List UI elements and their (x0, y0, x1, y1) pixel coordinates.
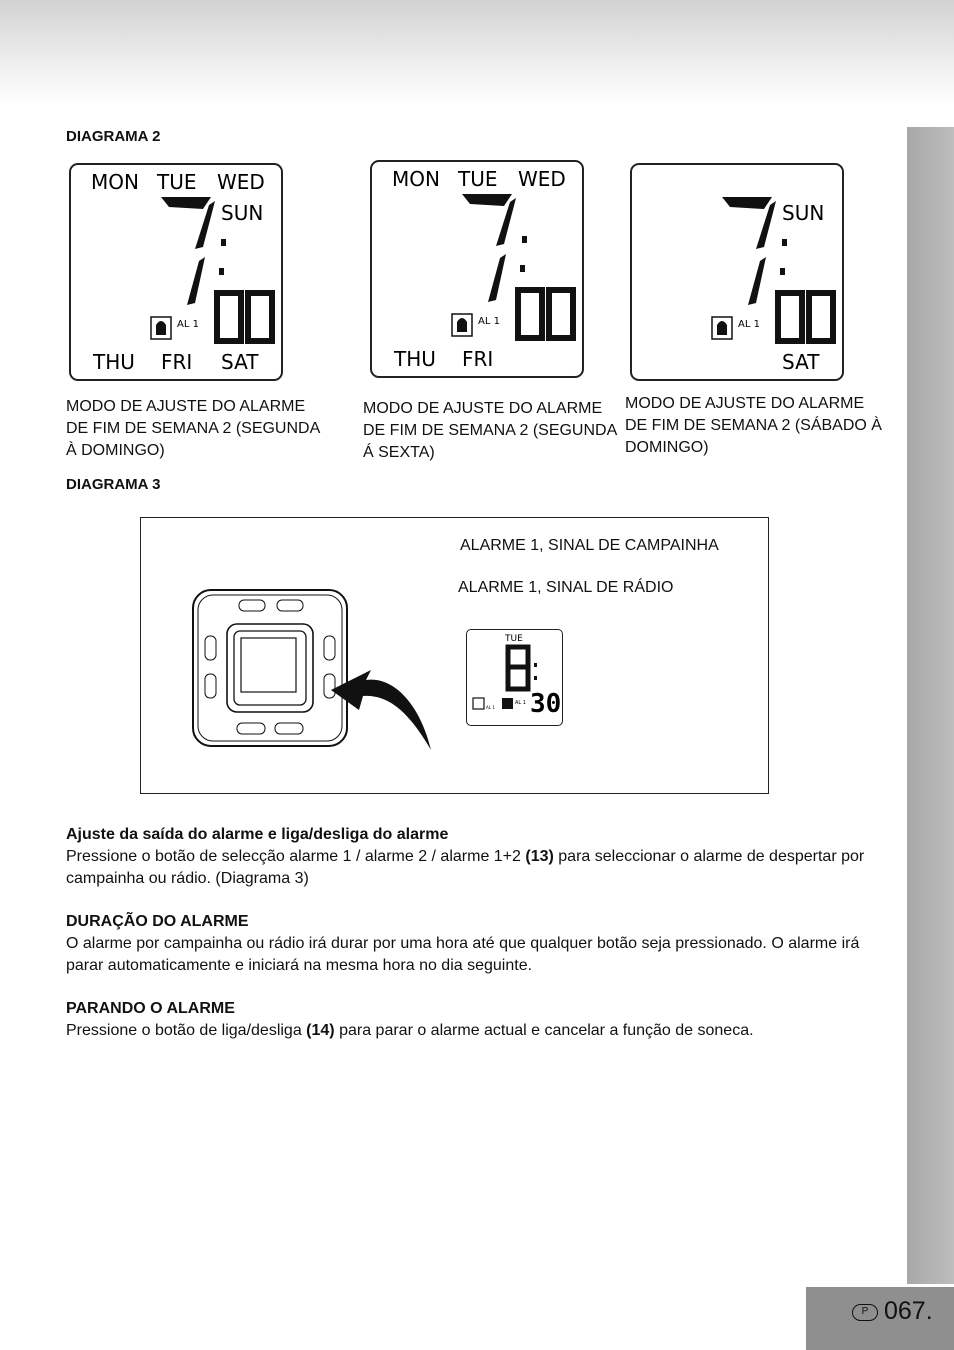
radio-alarm-lcd (466, 629, 563, 726)
button-al-2 (239, 600, 265, 611)
diagram3-frame (140, 517, 769, 794)
section-alarm-output (66, 824, 886, 890)
panel2-hour-digit (462, 194, 516, 302)
panel2-alarm-label: AL 1 (478, 316, 500, 327)
button-al-1 (277, 600, 303, 611)
section-alarm-output-text-1: Pressione o botão de selecção alarme 1 / alarme 2 / alarme 1+2 (66, 848, 526, 865)
button-right-bottom (324, 674, 335, 698)
bell-icon (151, 317, 171, 339)
side-tab-band (907, 127, 954, 1284)
section-alarm-duration-title: DURAÇÃO DO ALARME (66, 913, 249, 930)
radio-icon (473, 698, 484, 709)
section-stop-alarm-title: PARANDO O ALARME (66, 1000, 235, 1017)
section-alarm-output-text-2: para seleccionar o alarme de despertar por campainha ou rádio. (Diagrama 3) (66, 848, 865, 887)
panel1-day-mon: MON (91, 170, 139, 194)
panel2-day-tue: TUE (458, 167, 498, 191)
button-left-top (205, 636, 216, 660)
panel3-minutes-text: 00 (632, 165, 634, 166)
lcd-panel-3 (630, 163, 844, 381)
button-right-top (324, 636, 335, 660)
language-badge: P (852, 1304, 878, 1321)
panel1-minutes (217, 293, 272, 341)
diagram3-heading: DIAGRAMA 3 (66, 476, 161, 493)
lcd3-alarm-label-2: AL 1 (515, 700, 526, 706)
panel3-day-sun: SUN (782, 201, 825, 225)
bell-icon (502, 698, 513, 709)
section-stop-alarm-text-1: Pressione o botão de liga/desliga (66, 1022, 307, 1039)
panel1-hour-digit (161, 197, 215, 305)
panel2-day-mon: MON (392, 167, 440, 191)
section-alarm-duration-text: O alarme por campainha ou rádio irá durar por uma hora até que qualquer botão seja pressionado. O alarme irá parar automaticamente e iniciará na mesma hora no dia seguinte. (66, 935, 860, 974)
panel3-day-sat: SAT (782, 350, 820, 374)
section-alarm-output-title: Ajuste da saída do alarme e liga/desliga do alarme (66, 826, 449, 843)
lcd3-hour-text: 8 (467, 630, 468, 631)
label-alarm-radio: ALARME 1, SINAL DE RÁDIO (458, 579, 674, 596)
lcd3-alarm-label-1: AL 1 (486, 705, 495, 710)
panel3-hour-digit (722, 197, 776, 305)
panel1-day-sat: SAT (221, 350, 259, 374)
button-next (275, 723, 303, 734)
panel1-day-fri: FRI (161, 350, 193, 374)
panel3-alarm-label: AL 1 (738, 319, 760, 330)
panel2-caption: MODO DE AJUSTE DO ALARME DE FIM DE SEMANA 2 (SEGUNDA Á SEXTA) (363, 400, 617, 461)
diagram2-heading: DIAGRAMA 2 (66, 128, 161, 145)
panel1-alarm-label: AL 1 (177, 319, 199, 330)
panel1-minutes-text: 00 (71, 165, 73, 166)
section-alarm-duration (66, 911, 886, 977)
lcd-panel-2 (370, 160, 584, 378)
section-stop-alarm (66, 998, 886, 1042)
page-number: 067. (884, 1297, 933, 1325)
lcd3-hour (508, 647, 528, 689)
bell-icon (712, 317, 732, 339)
button-prev (237, 723, 265, 734)
label-alarm-bell: ALARME 1, SINAL DE CAMPAINHA (460, 537, 719, 554)
section-stop-alarm-ref: (14) (306, 1022, 335, 1039)
panel3-minutes (778, 293, 833, 341)
panel2-day-thu: THU (394, 347, 436, 371)
section-alarm-output-ref: (13) (525, 848, 554, 865)
section-stop-alarm-text-2: para parar o alarme actual e cancelar a função de soneca. (334, 1022, 754, 1039)
lcd3-day: TUE (505, 634, 523, 644)
panel3-caption: MODO DE AJUSTE DO ALARME DE FIM DE SEMANA 2 (SÁBADO À DOMINGO) (625, 395, 882, 456)
clock-device-illustration (181, 578, 441, 758)
panel2-minutes-text: 00 (372, 162, 374, 163)
panel1-day-thu: THU (93, 350, 135, 374)
panel1-day-sun: SUN (221, 201, 264, 225)
panel2-minutes (518, 290, 573, 338)
button-left-bottom (205, 674, 216, 698)
bell-icon (452, 314, 472, 336)
lcd-panel-1 (69, 163, 283, 381)
lcd3-minutes: 30 (530, 689, 561, 719)
panel1-day-tue: TUE (157, 170, 197, 194)
panel2-day-fri: FRI (462, 347, 494, 371)
panel2-day-wed: WED (518, 167, 566, 191)
panel1-caption: MODO DE AJUSTE DO ALARME DE FIM DE SEMANA 2 (SEGUNDA À DOMINGO) (66, 398, 320, 459)
header-gradient-band (0, 0, 954, 105)
panel1-day-wed: WED (217, 170, 265, 194)
